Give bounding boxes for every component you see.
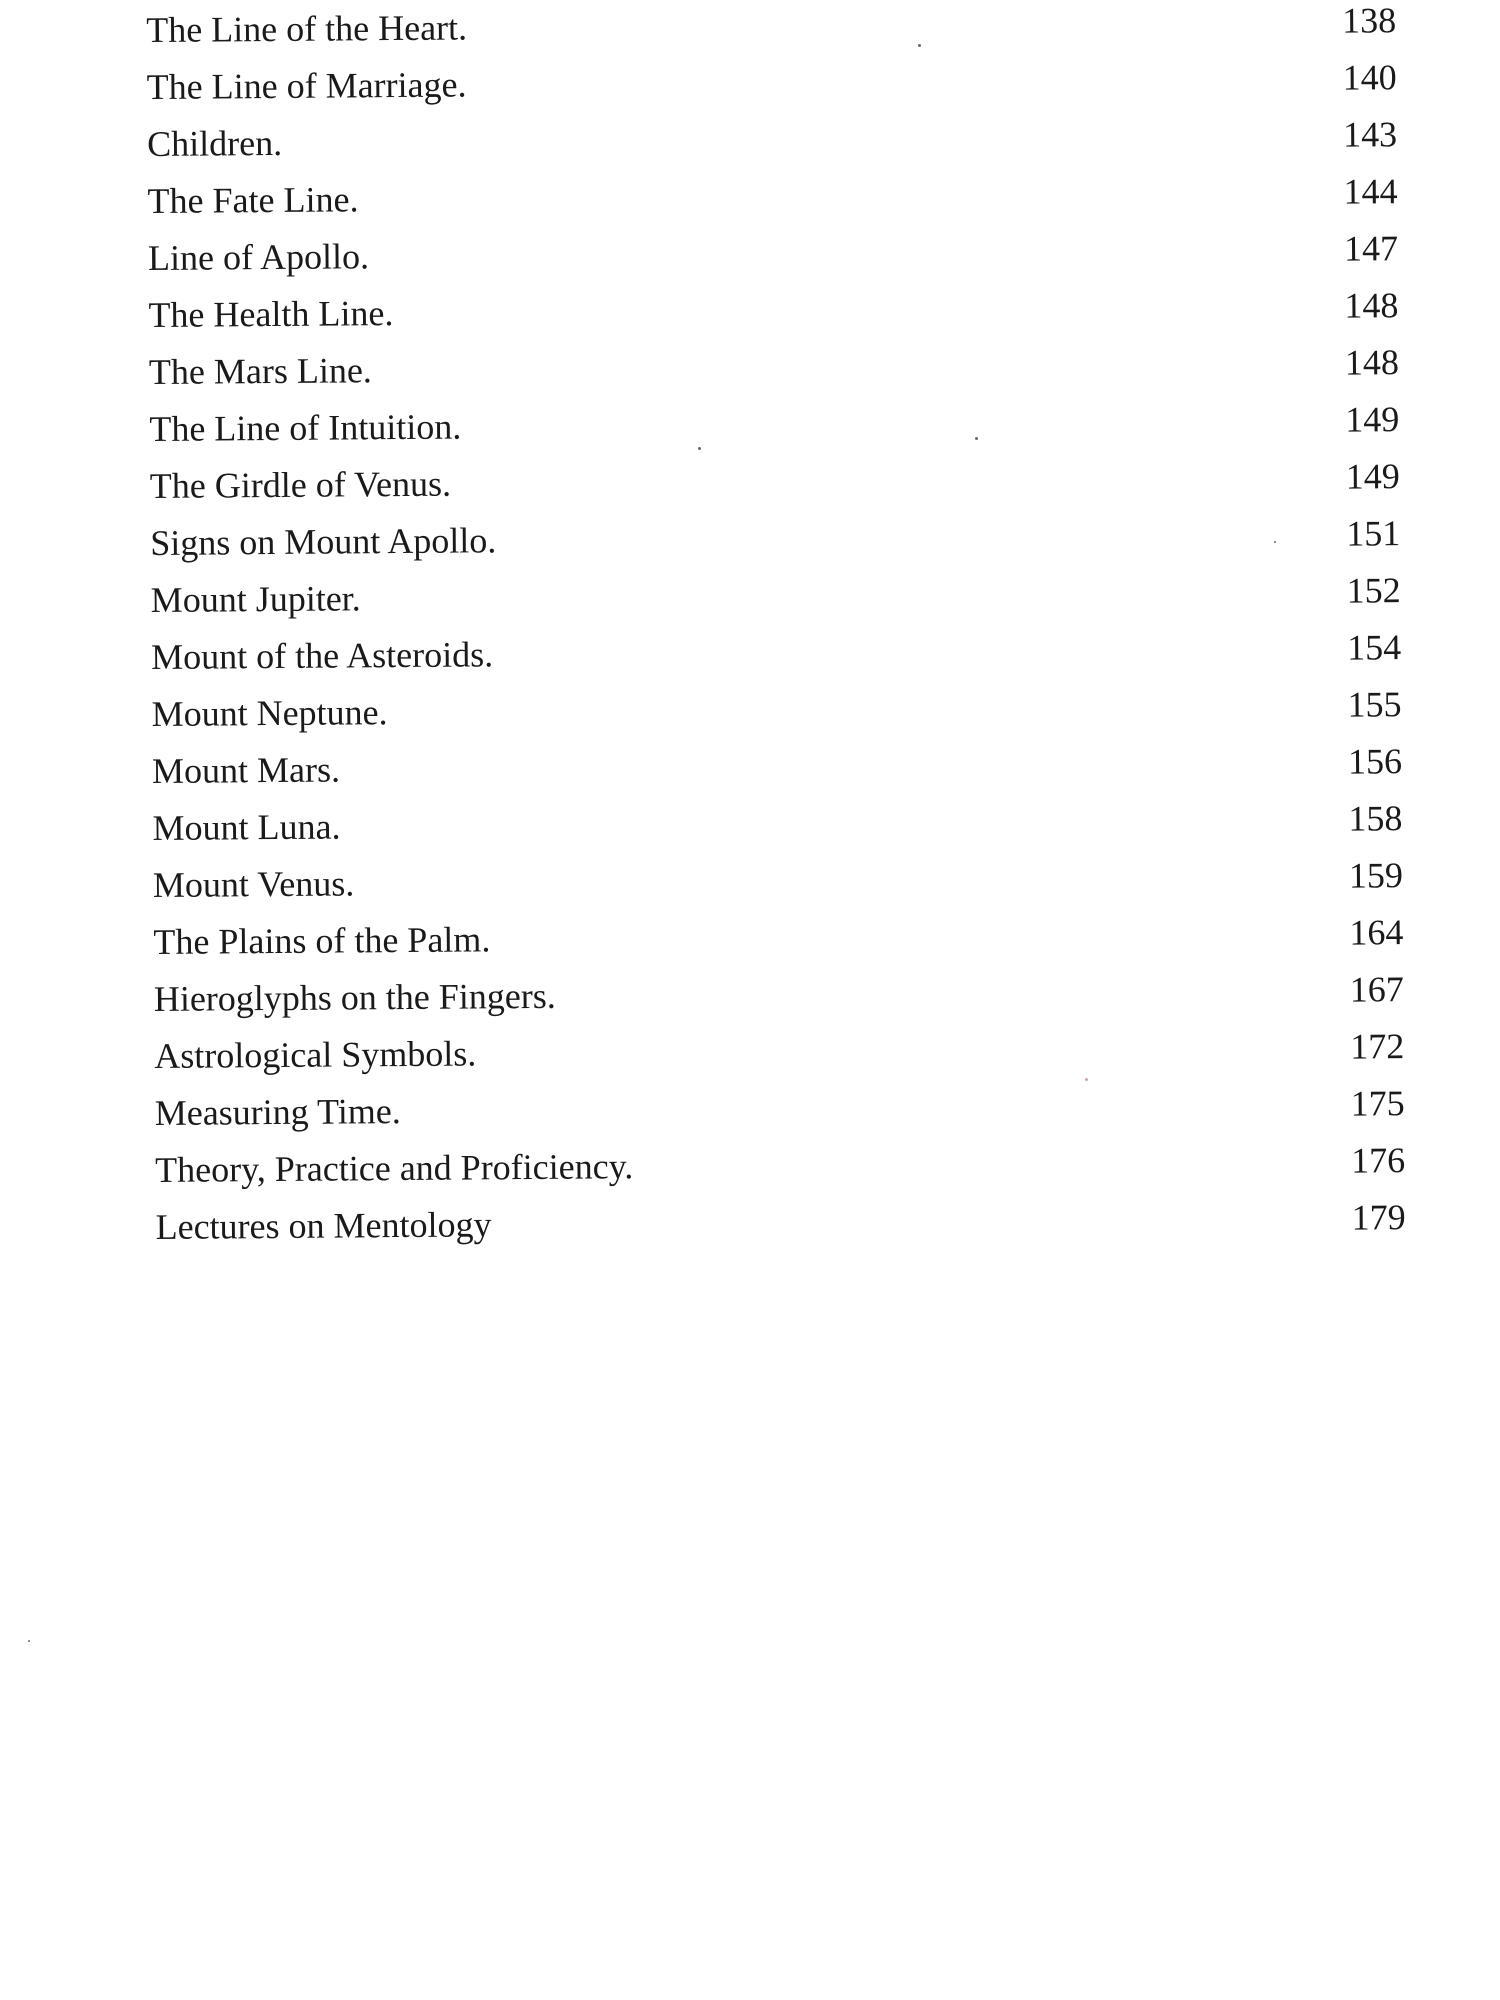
toc-entry [151,619,1401,686]
scan-speck [1274,541,1276,543]
toc-entry-page: 149 [1345,399,1400,440]
toc-entry [146,49,1396,116]
scan-speck [698,447,701,450]
scan-speck [28,1640,30,1642]
toc-entry-page: 149 [1345,456,1400,497]
toc-entry-page: 154 [1346,627,1402,668]
toc-entry-title: Theory, Practice and Proficiency. [155,1146,634,1190]
toc-entry-title: The Girdle of Venus. [149,463,452,506]
toc-entry [150,505,1400,572]
toc-entry [150,448,1400,515]
toc-entry-title: The Health Line. [148,293,394,335]
toc-entry-page: 144 [1343,171,1398,212]
toc-entry-page: 159 [1348,855,1404,896]
toc-entry [155,1189,1405,1256]
toc-entry-title: Mount Venus. [152,863,355,905]
toc-entry-page: 175 [1350,1083,1405,1124]
toc-entry-title: The Fate Line. [147,179,359,221]
toc-entry-title: Astrological Symbols. [154,1033,477,1076]
toc-entry-title: Mount Mars. [151,749,341,791]
toc-entry [153,847,1403,914]
toc-entry [149,391,1399,458]
toc-entry [152,733,1402,800]
toc-entry [148,220,1398,287]
toc-entry [150,562,1400,629]
toc-entry [153,904,1403,971]
scan-speck [1085,1078,1088,1081]
toc-entry-page: 143 [1342,114,1398,155]
toc-entry [154,1018,1404,1085]
toc-entry-page: 172 [1350,1026,1405,1067]
toc-entry-title: Mount Jupiter. [150,578,361,620]
toc-entry [148,277,1398,344]
toc-entry-page: 140 [1342,57,1397,98]
toc-entry-title: The Line of Intuition. [149,406,462,449]
toc-entry-title: Children. [146,122,283,164]
toc-entry-title: The Plains of the Palm. [153,919,491,962]
toc-entry-page: 167 [1349,969,1404,1010]
scan-speck [975,437,978,440]
toc-entry-page: 155 [1347,684,1402,725]
scan-speck [918,44,921,47]
toc-entry [151,676,1401,743]
toc-entry-title: Signs on Mount Apollo. [150,520,497,563]
toc-entry [149,334,1399,401]
toc-entry-page: 148 [1344,342,1400,383]
table-of-contents [146,0,1406,1256]
toc-entry-page: 152 [1346,570,1401,611]
toc-entry [147,106,1397,173]
toc-entry-title: The Line of Marriage. [146,64,467,107]
toc-entry-title: Line of Apollo. [147,236,370,278]
toc-entry-page: 151 [1346,513,1401,554]
toc-entry [154,961,1404,1028]
toc-entry-page: 158 [1348,798,1403,839]
toc-entry [152,790,1402,857]
toc-entry-page: 147 [1343,228,1399,269]
toc-entry [147,163,1397,230]
toc-entry-title: The Line of the Heart. [146,7,468,50]
toc-entry-title: Hieroglyphs on the Fingers. [153,975,556,1019]
toc-entry [155,1075,1405,1142]
toc-entry-page: 148 [1344,285,1399,326]
toc-entry-title: Mount Luna. [152,806,341,848]
toc-entry-page: 156 [1347,741,1403,782]
toc-entry-page: 176 [1350,1140,1406,1181]
toc-entry-title: The Mars Line. [148,350,373,392]
toc-entry-page: 138 [1342,0,1397,41]
toc-entry-page: 164 [1349,912,1404,953]
toc-entry-page: 179 [1351,1197,1406,1238]
toc-entry-title: Mount Neptune. [151,692,388,734]
toc-entry [155,1132,1405,1199]
toc-entry-title: Lectures on Mentology [155,1204,492,1247]
toc-entry-title: Mount of the Asteroids. [151,634,494,677]
toc-entry-title: Measuring Time. [154,1091,401,1133]
